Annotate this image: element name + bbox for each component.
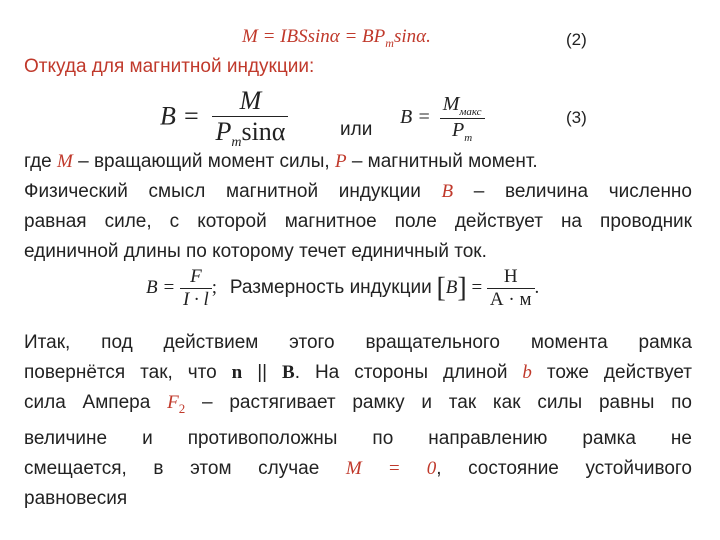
section-heading: Откуда для магнитной индукции: [24,56,315,77]
formula-4-numerator: F [180,266,212,289]
text-fragment: , состояние устойчивого [436,457,692,479]
formula-3a-numerator: M [212,86,288,117]
paragraph-2-line-4: величине и противоположны по направлению рамка не [24,427,692,449]
formula-3b-num-main: M [442,93,460,115]
formula-3a-den-sub: m [231,135,242,151]
paragraph-2-line-3 [24,388,692,424]
formula-3b-den-sub: m [464,132,473,144]
paragraph-2-line-6: равновесия [24,487,128,509]
paragraph-definition [24,147,692,267]
bracket-right: ] [457,272,467,304]
var-P: P [334,151,347,172]
paragraph-1-line-3: равная силе, с которой магнитное поле действует на проводник [24,211,692,232]
formula-4 [146,266,539,311]
dimension-label: Размерность индукции [229,276,432,298]
or-label: или [340,119,373,140]
text-fragment: Физический смысл магнитной индукции [24,181,442,202]
formula-3a-fraction [212,86,288,151]
formula-3a-lhs: B = [160,101,200,131]
formula-3b-numerator [440,93,485,119]
formula-2-part1: M = IBS [242,26,308,47]
vector-B: B [282,362,295,383]
paragraph-1-line-4: единичной длины по которому течет единичный ток. [24,241,487,262]
parallel-symbol: || [242,362,283,383]
formula-3a-den-tail: sinα [241,117,286,146]
var-F: F [167,392,179,413]
formula-4-denominator: I · l [182,289,209,310]
formula-3b-lhs: B = [400,106,431,129]
formula-3b-den-main: P [452,119,465,141]
formula-4-fraction [180,266,212,311]
text-fragment: тоже действует [531,362,692,383]
formula-4-lhs: B = [146,276,176,298]
formula-4-dot: . [534,276,540,298]
text-fragment: повернётся так, что [24,362,232,383]
paragraph-1-line-2 [24,177,692,207]
var-F-sub: 2 [178,400,186,416]
formula-3b-fraction [440,93,485,144]
paragraph-conclusion [24,328,692,514]
unit-numerator: Н [487,266,535,289]
text-fragment: сила Ампера [24,392,168,413]
text-fragment: – вращающий момент силы, [72,151,335,172]
paragraph-2-line-1: Итак, под действием этого вращательного момента рамка [24,332,692,353]
formula-2-sub: m [385,35,394,50]
formula-4-equals: = [471,276,483,298]
formula-3b-num-sub: макс [459,106,482,118]
bracket-left: [ [436,272,446,304]
text-fragment: . На стороны длиной [294,362,523,383]
equation-number-2: (2) [566,30,587,49]
text-fragment: – величина численно [453,181,692,202]
paragraph-2-line-5 [24,454,692,484]
var-B: B [441,181,454,202]
text-fragment: где [24,151,58,172]
formula-3b [400,93,485,144]
text-fragment: – магнитный момент. [346,151,538,172]
var-M: M [57,151,73,172]
formula-2 [242,26,431,51]
formula-4-B: B [445,276,458,298]
unit-denominator: А · м [489,289,532,310]
var-b: b [522,362,532,383]
formula-2-part2: sinα = BP [307,26,386,47]
equation-number-3: (3) [566,108,587,127]
var-M-zero: M = 0 [345,457,437,479]
text-fragment: смещается, в этом случае [24,457,346,479]
unit-fraction [487,266,535,311]
text-fragment: – растягивает рамку и так как силы равны по [185,392,692,413]
formula-3b-denominator [440,119,485,144]
paragraph-1-line-1 [24,147,692,177]
formula-3a [160,86,288,151]
formula-2-part3: sinα. [393,26,431,47]
vector-n: n [231,362,243,383]
formula-3a-den-main: P [215,117,232,146]
formula-4-separator: ; [211,276,218,298]
paragraph-2-line-2 [24,358,692,388]
